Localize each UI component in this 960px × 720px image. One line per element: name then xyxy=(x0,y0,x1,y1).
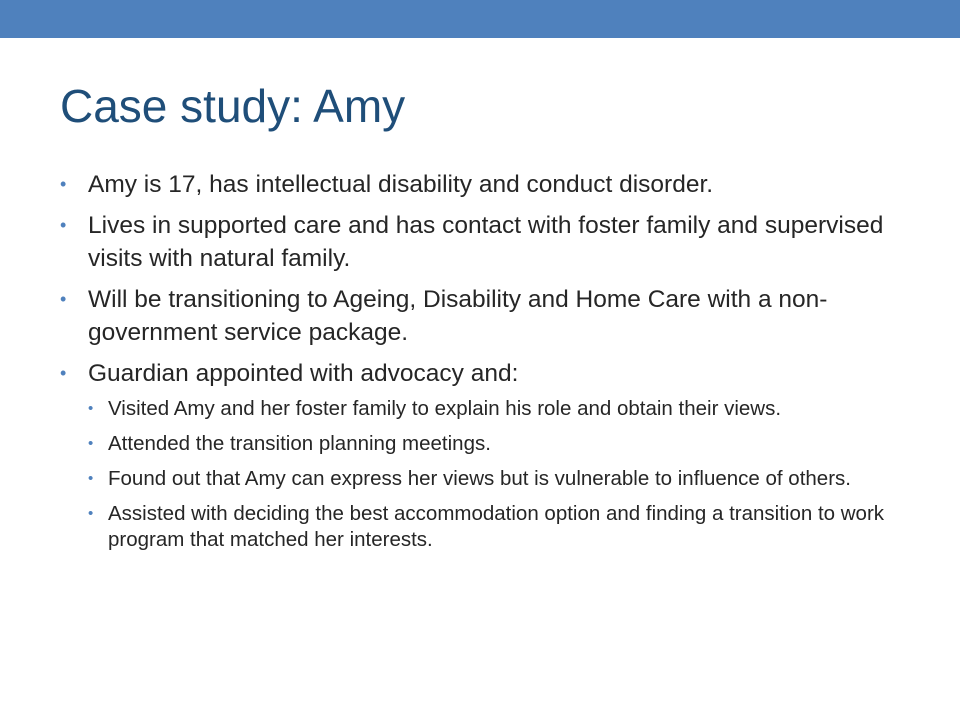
bullet-text: Will be transitioning to Ageing, Disability and Home Care with a non-government service package. xyxy=(88,286,828,346)
sub-bullet-dot-icon: • xyxy=(88,470,94,487)
bullet-item xyxy=(60,357,900,553)
bullet-dot-icon: • xyxy=(60,215,67,235)
bullet-text: Lives in supported care and has contact with foster family and supervised visits with natural family. xyxy=(88,212,884,272)
sub-bullet-dot-icon: • xyxy=(88,400,94,417)
bullet-dot-icon: • xyxy=(60,363,67,383)
sub-bullet-dot-icon: • xyxy=(88,505,94,522)
bullet-text: Guardian appointed with advocacy and: xyxy=(88,360,519,387)
sub-bullet-text: Assisted with deciding the best accommodation option and finding a transition to work program that matched her interests. xyxy=(108,502,885,551)
bullet-item xyxy=(60,283,900,349)
sub-bullet-item xyxy=(88,431,900,457)
bullet-item xyxy=(60,168,900,201)
top-accent-band xyxy=(0,0,960,38)
sub-bullet-dot-icon: • xyxy=(88,435,94,452)
bullet-item xyxy=(60,209,900,275)
sub-bullet-text: Found out that Amy can express her views but is vulnerable to influence of others. xyxy=(108,467,851,490)
sub-bullet-item xyxy=(88,466,900,492)
bullet-dot-icon: • xyxy=(60,289,67,309)
bullet-list xyxy=(60,168,900,562)
sub-bullet-item xyxy=(88,501,900,553)
sub-bullet-item xyxy=(88,396,900,422)
sub-bullet-list xyxy=(88,396,900,553)
bullet-text: Amy is 17, has intellectual disability and conduct disorder. xyxy=(88,171,714,198)
sub-bullet-text: Visited Amy and her foster family to explain his role and obtain their views. xyxy=(108,397,782,420)
bullet-dot-icon: • xyxy=(60,174,67,194)
sub-bullet-text: Attended the transition planning meetings. xyxy=(108,432,491,455)
slide-title: Case study: Amy xyxy=(60,80,406,132)
